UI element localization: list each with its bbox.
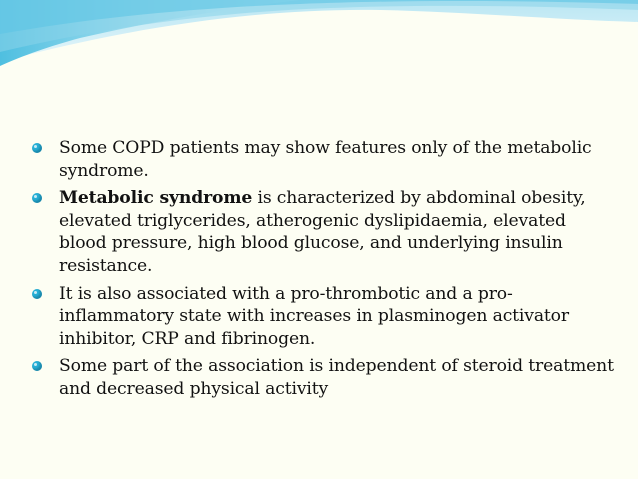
bullet-text: Some part of the association is independent of steroid treatment and decreased physical activity xyxy=(59,356,614,399)
bullet-list xyxy=(31,137,616,406)
bullet-item-2 xyxy=(31,187,616,277)
circle-bullet-icon xyxy=(31,192,43,204)
circle-bullet-icon xyxy=(31,142,43,154)
header-wave-decoration xyxy=(0,0,638,100)
bullet-item-3 xyxy=(31,283,616,351)
circle-bullet-icon xyxy=(31,360,43,372)
bullet-text: Some COPD patients may show features only of the metabolic syndrome. xyxy=(59,138,592,181)
bullet-item-1 xyxy=(31,137,616,182)
bullet-text: is characterized by abdominal obesity, elevated triglycerides, atherogenic dyslipidaemia, elevated blood pressure, high blood glucose, and underlying insulin resistance. xyxy=(59,188,586,276)
bullet-item-4 xyxy=(31,355,616,400)
bullet-text: It is also associated with a pro-thrombotic and a pro-inflammatory state with increases in plasminogen activator inhibitor, CRP and fibrinogen. xyxy=(59,283,569,349)
bullet-bold-term: Metabolic syndrome xyxy=(59,188,253,209)
circle-bullet-icon xyxy=(31,288,43,300)
